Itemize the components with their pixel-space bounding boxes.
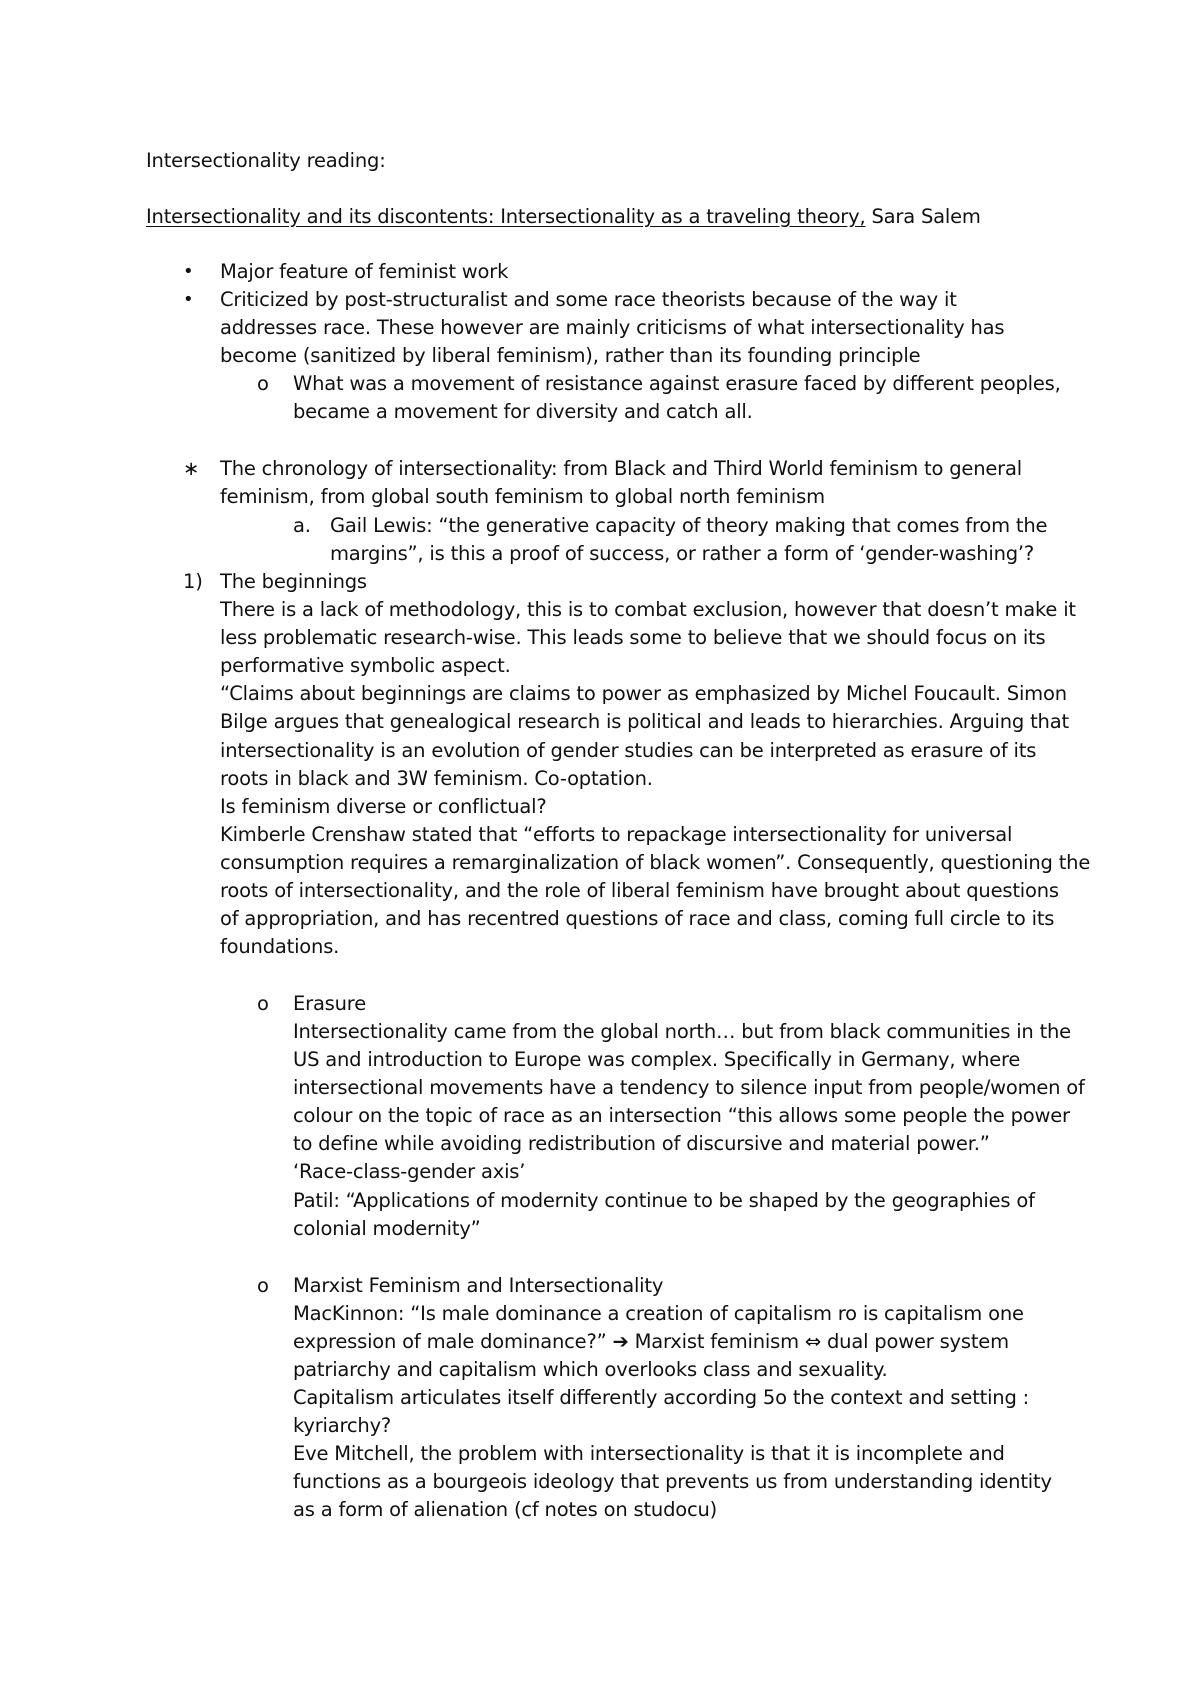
beginnings-text: intersectionality is an evolution of gender studies can be interpreted as erasure of its — [220, 739, 1037, 762]
beginnings-text: Bilge argues that genealogical research is political and leads to hierarchies. Arguing that — [220, 710, 1069, 733]
marxist-text: functions as a bourgeois ideology that prevents us from understanding identity — [293, 1470, 1052, 1493]
marxist-text: Eve Mitchell, the problem with intersectionality is that it is incomplete and — [293, 1442, 1005, 1465]
sub-bullet-text: became a movement for diversity and catch all. — [293, 400, 753, 423]
section-title-erasure: Erasure — [293, 992, 366, 1015]
erasure-text: colour on the topic of race as an intersection “this allows some people the power — [293, 1104, 1070, 1127]
beginnings-text: consumption requires a remarginalization of black women”. Consequently, questioning the — [220, 851, 1091, 874]
star-marker: ∗ — [183, 457, 200, 480]
beginnings-text: performative symbolic aspect. — [220, 654, 511, 677]
chronology-text: feminism, from global south feminism to global north feminism — [220, 485, 825, 508]
bullet-text: become (sanitized by liberal feminism), rather than its founding principle — [220, 344, 921, 367]
reference-author: Sara Salem — [865, 205, 981, 228]
sub-bullet-marker: o — [257, 372, 269, 395]
section-title-beginnings: The beginnings — [220, 570, 367, 593]
sub-bullet-marker: o — [257, 1274, 269, 1297]
bullet-text: addresses race. These however are mainly criticisms of what intersectionality has — [220, 316, 1005, 339]
beginnings-text: roots in black and 3W feminism. Co-optation. — [220, 767, 653, 790]
marxist-text: kyriarchy? — [293, 1414, 392, 1437]
sub-bullet-marker: o — [257, 992, 269, 1015]
alpha-marker: a. — [293, 514, 311, 537]
erasure-text: US and introduction to Europe was complex. Specifically in Germany, where — [293, 1048, 1021, 1071]
marxist-text: Capitalism articulates itself differently according 5o the context and setting : — [293, 1386, 1030, 1409]
chronology-text: The chronology of intersectionality: from Black and Third World feminism to general — [220, 457, 1022, 480]
bullet-text: Criticized by post-structuralist and some race theorists because of the way it — [220, 288, 957, 311]
number-marker: 1) — [183, 570, 203, 593]
bullet-marker: • — [183, 289, 194, 310]
marxist-text: as a form of alienation (cf notes on studocu) — [293, 1498, 718, 1521]
erasure-text: to define while avoiding redistribution of discursive and material power.” — [293, 1132, 990, 1155]
erasure-text: Patil: “Applications of modernity continue to be shaped by the geographies of — [293, 1189, 1035, 1212]
erasure-text: ‘Race-class-gender axis’ — [293, 1160, 526, 1183]
chronology-sub-text: margins”, is this a proof of success, or rather a form of ‘gender-washing’? — [330, 542, 1035, 565]
beginnings-text: less problematic research-wise. This leads some to believe that we should focus on its — [220, 626, 1046, 649]
reference-line — [146, 203, 981, 231]
marxist-text: MacKinnon: “Is male dominance a creation of capitalism ro is capitalism one — [293, 1302, 1024, 1325]
marxist-text: patriarchy and capitalism which overlooks class and sexuality. — [293, 1358, 888, 1381]
beginnings-text: roots of intersectionality, and the role of liberal feminism have brought about questions — [220, 879, 1059, 902]
page-heading: Intersectionality reading: — [146, 149, 386, 172]
section-title-marxist: Marxist Feminism and Intersectionality — [293, 1274, 664, 1297]
beginnings-text: Kimberle Crenshaw stated that “efforts to repackage intersectionality for universal — [220, 823, 1013, 846]
chronology-sub-text: Gail Lewis: “the generative capacity of theory making that comes from the — [330, 514, 1048, 537]
bullet-marker: • — [183, 261, 194, 282]
beginnings-text: Is feminism diverse or conflictual? — [220, 795, 547, 818]
beginnings-text: There is a lack of methodology, this is to combat exclusion, however that doesn’t make it — [220, 598, 1076, 621]
erasure-text: Intersectionality came from the global north… but from black communities in the — [293, 1020, 1071, 1043]
sub-bullet-text: What was a movement of resistance against erasure faced by different peoples, — [293, 372, 1061, 395]
beginnings-text: of appropriation, and has recentred questions of race and class, coming full circle to its — [220, 907, 1055, 930]
reference-title: Intersectionality and its discontents: Intersectionality as a traveling theory, — [146, 205, 866, 228]
beginnings-text: “Claims about beginnings are claims to power as emphasized by Michel Foucault. Simon — [220, 682, 1067, 705]
beginnings-text: foundations. — [220, 935, 340, 958]
marxist-text: expression of male dominance?” ➔ Marxist feminism ⇔ dual power system — [293, 1330, 1009, 1353]
bullet-text: Major feature of feminist work — [220, 260, 509, 283]
erasure-text: colonial modernity” — [293, 1217, 481, 1240]
erasure-text: intersectional movements have a tendency to silence input from people/women of — [293, 1076, 1085, 1099]
